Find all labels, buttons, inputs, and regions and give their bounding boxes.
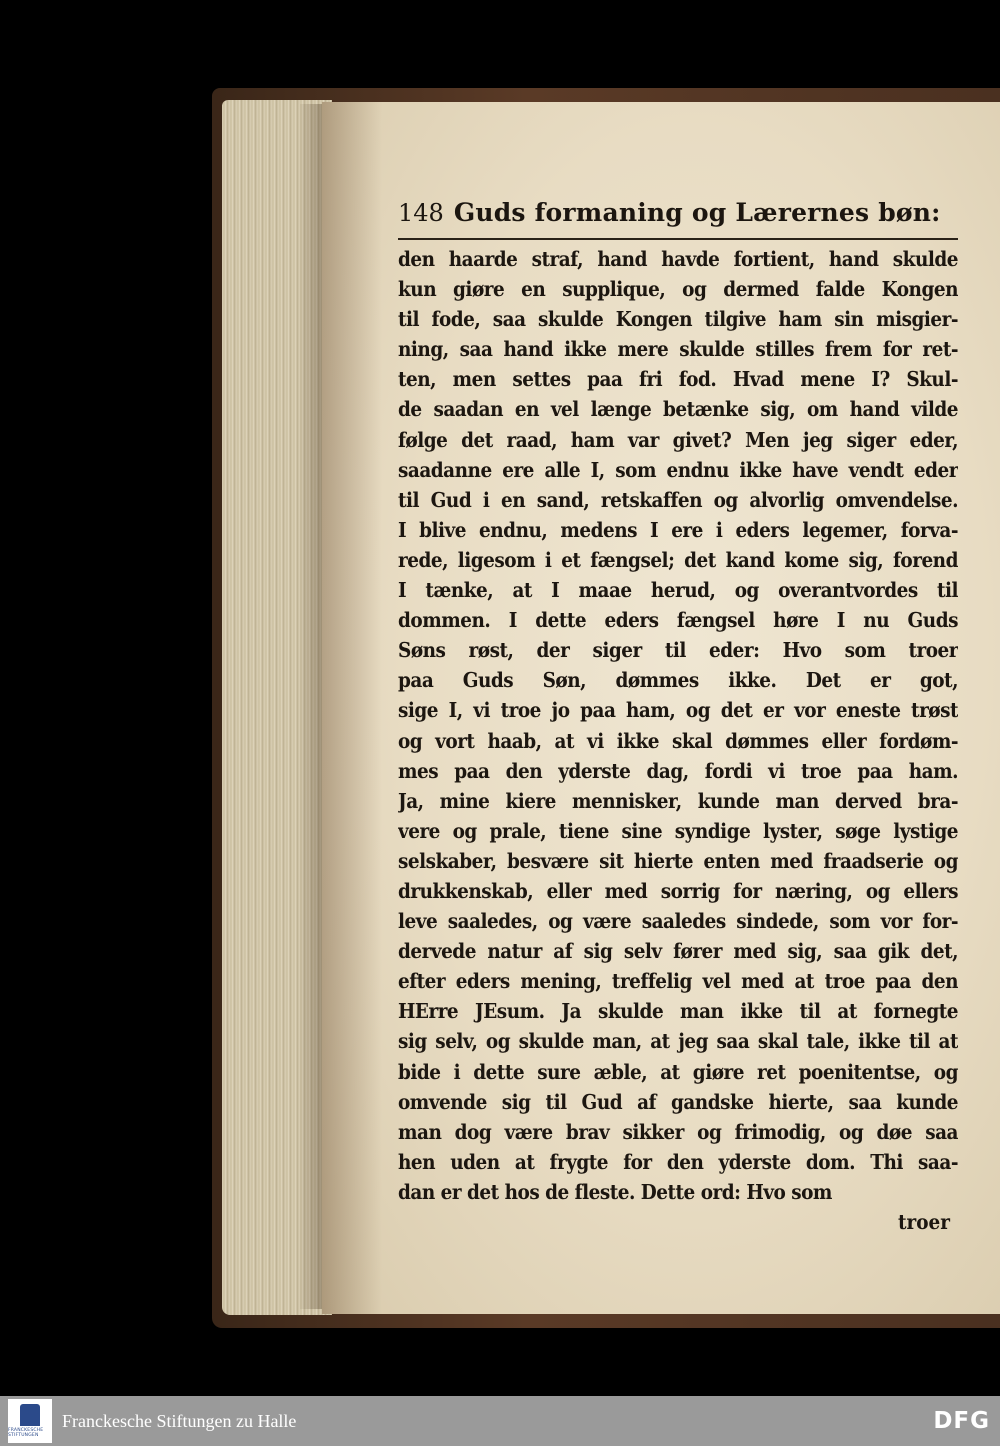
page-text-block bbox=[398, 198, 958, 1237]
text-line: sig selv, og skulde man, at jeg saa skal tale, ikke til at bbox=[398, 1029, 958, 1054]
francke-logo-icon bbox=[20, 1404, 40, 1426]
text-line: saadanne ere alle I, som endnu ikke have vendt eder bbox=[398, 457, 958, 482]
text-line: hen uden at frygte for den yderste dom. Thi saa- bbox=[398, 1149, 958, 1174]
text-line: HErre JEsum. Ja skulde man ikke til at fornegte bbox=[398, 999, 958, 1024]
text-line: ning, saa hand ikke mere skulde stilles frem for ret- bbox=[398, 337, 958, 362]
text-line: sige I, vi troe jo paa ham, og det er vor eneste trøst bbox=[398, 698, 958, 723]
text-line: I blive endnu, medens I ere i eders legemer, forva- bbox=[398, 517, 958, 542]
text-line: selskaber, besvære sit hierte enten med fraadserie og bbox=[398, 848, 958, 873]
text-line: efter eders mening, treffelig vel med at troe paa den bbox=[398, 969, 958, 994]
page-number: 148 bbox=[398, 199, 444, 227]
text-line: og vort haab, at vi ikke skal dømmes eller fordøm- bbox=[398, 728, 958, 753]
text-line: man dog være brav sikker og frimodig, og døe saa bbox=[398, 1119, 958, 1144]
text-line: Søns røst, der siger til eder: Hvo som troer bbox=[398, 638, 958, 663]
catchword: troer bbox=[898, 1210, 950, 1234]
text-line: ten, men settes paa fri fod. Hvad mene I? Skul- bbox=[398, 367, 958, 392]
logo-text: FRANCKESCHE STIFTUNGEN bbox=[8, 1428, 44, 1438]
text-line: dervede natur af sig selv fører med sig, saa gik det, bbox=[398, 939, 958, 964]
text-line: omvende sig til Gud af gandske hierte, saa kunde bbox=[398, 1089, 958, 1114]
text-line: bide i dette sure æble, at giøre ret poenitentse, og bbox=[398, 1059, 958, 1084]
running-head-title: Guds formaning og Lærernes bøn: bbox=[453, 198, 941, 227]
text-line: mes paa den yderste dag, fordi vi troe paa ham. bbox=[398, 758, 958, 783]
dfg-logo[interactable]: DFG bbox=[933, 1408, 990, 1434]
institution-logo[interactable] bbox=[8, 1399, 52, 1443]
text-line: I tænke, at I maae herud, og overantvordes til bbox=[398, 578, 958, 603]
text-line: til fode, saa skulde Kongen tilgive ham sin misgier- bbox=[398, 307, 958, 332]
text-line: paa Guds Søn, dømmes ikke. Det er got, bbox=[398, 668, 958, 693]
page-gutter-shadow bbox=[322, 102, 382, 1314]
text-line: dan er det hos de fleste. Dette ord: Hvo som bbox=[398, 1179, 832, 1204]
text-line: vere og prale, tiene sine syndige lyster, søge lystige bbox=[398, 818, 958, 843]
text-line: Ja, mine kiere mennisker, kunde man derved bra- bbox=[398, 788, 958, 813]
viewer-footer bbox=[0, 1396, 1000, 1446]
text-line: den haarde straf, hand havde fortient, hand skulde bbox=[398, 247, 958, 271]
text-line: drukkenskab, eller med sorrig for næring, og ellers bbox=[398, 878, 958, 903]
running-head bbox=[398, 198, 958, 240]
text-line: rede, ligesom i et fængsel; det kand kome sig, forend bbox=[398, 547, 958, 572]
text-line: til Gud i en sand, retskaffen og alvorlig omvendelse. bbox=[398, 487, 958, 512]
text-lines bbox=[398, 244, 958, 1207]
text-line: de saadan en vel længe betænke sig, om hand vilde bbox=[398, 397, 958, 422]
text-line: kun giøre en supplique, og dermed falde Kongen bbox=[398, 277, 958, 302]
text-line: leve saaledes, og være saaledes sindede, som vor for- bbox=[398, 909, 958, 934]
text-line: dommen. I dette eders fængsel høre I nu Guds bbox=[398, 608, 958, 633]
institution-name[interactable]: Franckesche Stiftungen zu Halle bbox=[62, 1410, 297, 1431]
text-line: følge det raad, ham var givet? Men jeg siger eder, bbox=[398, 427, 958, 452]
